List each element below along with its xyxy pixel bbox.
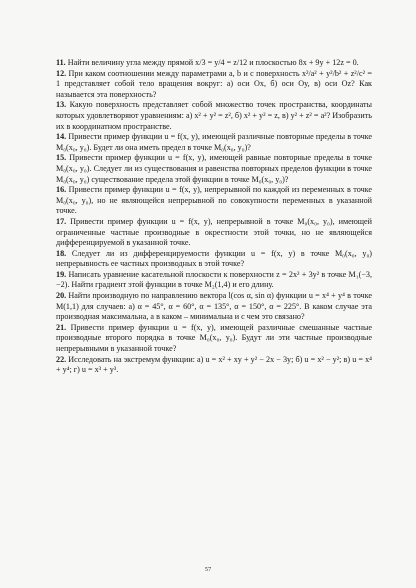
page-number: 57 (204, 566, 212, 573)
problem-13: 13. Какую поверхность представляет собой множество точек пространства, координаты которых удовлетворяют уравнениям: а) x² + y² = z², б) x² + y² = z, в) y² + z² = a²? Изобразить их в координатном пространстве. (56, 100, 372, 131)
problem-14: 14. Привести пример функции u = f(x, y), имеющей различные повторные пределы в точке M₀(x₀, y₀). Будет ли она иметь предел в точке M₀(x₀, y₀)? (56, 132, 373, 152)
problem-20: 20. Найти производную по направлению вектора l(cos α, sin α) функции u = x⁴ + y⁴ в точке M(1,1) для случаев: а) α = 45°, α = 60°, α = 135°, α = 150°, α = 225°. В каком случае эта производная максимальна, а в каком – минимальна и с чем это связано? (56, 291, 372, 322)
problem-12: 12. При каком соотношении между параметрами a, b и c поверхность x²/a² + y²/b² + z²/c² = 1 представляет собой тело вращения вокруг: а) оси Ox, б) оси Oy, в) оси Oz? Как называется эта поверхность? (56, 68, 372, 99)
problem-16: 16. Привести пример функции u = f(x, y), непрерывной по каждой из переменных в точке M₀(x₀, y₀), но не являющейся непрерывной по совокупности переменных в указанной точке. (56, 185, 373, 216)
problem-18: 18. Следует ли из дифференцируемости функции u = f(x, y) в точке M₀(x₀, y₀) непрерывность ее частных производных в этой точке? (56, 248, 372, 269)
problem-19: 19. Написать уравнение касательной плоскости к поверхности z = 2x² + 3y² в точке M₁(−3, −2). Найти градиент этой функции в точке M₂(1,4) и его длину. (56, 269, 372, 290)
problem-21: 21. Привести пример функции u = f(x, y), имеющей различные смешанные частные производные второго порядка в точке M₀(x₀, y₀). Будут ли эти частные производные непрерывными в указанной точке? (56, 322, 373, 354)
problem-11: 11. Найти величину угла между прямой x/3 = y/4 = z/12 и плоскостью 8x + 9y + 12z = 0. (56, 58, 359, 67)
problem-17: 17. Привести пример функции u = f(x, y), непрерывной в точке M₀(x₀, y₀), имеющей ограниченные частные производные в окрестности этой точки, но не являющейся дифференцируемой в указанной точке. (56, 216, 373, 248)
problem-22: 22. Исследовать на экстремум функции: а) u = x² + xy + y² − 2x − 3y; б) u = x² − y²; в) u = x⁴ + y⁴; г) u = x³ + y³. (56, 354, 372, 375)
problem-list (56, 58, 372, 376)
problem-15: 15. Привести пример функции u = f(x, y), имеющей равные повторные пределы в точке M₀(x₀, y₀). Следует ли из существования и равенства повторных пределов функции в точке M₀(x₀, y₀) существование предела этой функции в точке M₀(x₀, y₀)? (56, 153, 372, 184)
